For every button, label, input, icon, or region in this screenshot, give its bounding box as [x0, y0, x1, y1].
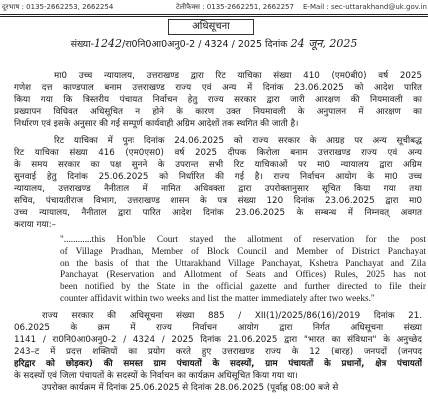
quote-line: on the basis of that the Uttarakhand Village Panchayat, Kshetra Panchayat and Zila: [60, 258, 426, 269]
text-line: प्रख्यापन विधिवत अधिसूचित न होने के कारण उक्त नियमावली के अनुपालन में आरक्षण का: [14, 107, 422, 117]
phone-number: दूरभाष : 0135-2662253, 2662254: [2, 3, 114, 11]
text-line: मा0 उच्च न्यायालय, उत्तराखण्ड द्वारा रिट याचिका संख्या 410 (एम0बी0) वर्ष 2025: [54, 71, 422, 81]
court-order-quotation: [60, 235, 426, 306]
text-line: कराया गया:–: [14, 220, 56, 230]
quote-line: Panchayat (Reservation and Allotment of Seats and Offices) Rules, 2025 has not: [60, 270, 426, 281]
reference-prefix: संख्या-: [70, 39, 95, 50]
reference-date: 24 जून, 2025: [290, 37, 358, 50]
text-line: निर्धारण एवं इसके अनुसार की गई सम्पूर्ण कार्यवाही अग्रिम आदेशों तक स्थगित की जाती है।: [14, 119, 299, 129]
notice-reference-line: [0, 36, 428, 51]
text-line: उपरोक्त कार्यक्रम में दिनांक 25.06.2025 से दिनांक 28.06.2025 (पूर्वाह्न 08:00 बजे से: [42, 383, 339, 393]
text-line: किया गया कि त्रिस्तरीय पंचायत निर्वाचन हेतु राज्य सरकार द्वारा जारी आरक्षण की नियमावली का: [14, 95, 422, 105]
text-line: 1141 / रा0नि0आ0अनु0-2 / 4324 / 2025 दिनांक 21.06.2025 द्वारा "भारत का संविधान" के अनुच्छेद: [14, 335, 422, 345]
paragraph-further-hearing: [14, 135, 422, 231]
notice-title: अधिसूचना: [168, 19, 254, 35]
text-line: 06.2025 के क्रम में राज्य निर्वाचन आयोग द्वारा निर्गत अधिसूचना संख्या: [14, 323, 422, 333]
text-line: उच्च न्यायालय, नैनीताल द्वारा पारित आदेश दिनांक 23.06.2025 के सम्बन्ध में निम्नवत् अवगत: [14, 208, 422, 218]
quote-line: been notified by the State in the official gazette and further directed to file their: [60, 282, 426, 293]
text-line: 243–ट में प्रदत्त शक्तियों का प्रयोग करते हुए उत्तराखण्ड राज्य के 12 (बारह) जनपदों (जनपद: [14, 347, 422, 357]
paragraph-election-programme: [14, 310, 422, 394]
header-rule-bottom: [0, 16, 428, 17]
text-line: गणेश दत्त काण्डपाल बनाम उत्तराखण्ड राज्य एवं अन्य में दिनांक 23.06.2025 को आदेश पारित: [14, 83, 422, 93]
reference-suffix: /रा0नि0आ0अनु0-2 / 4324 / 2025 दिनांक: [122, 39, 288, 50]
text-line: रिट याचिका में पुनः दिनांक 24.06.2025 को राज्य सरकार के आग्रह पर अन्य सूचीबद्ध: [54, 136, 422, 146]
text-line: रिट याचिका संख्या 416 (एम0एस0) वर्ष 2025 दीपक किरोला बनाम उत्तराखण्ड राज्य एवं अन्य: [14, 148, 422, 158]
letterhead-contact-strip: [0, 0, 428, 14]
text-line: सुनवाई हेतु दिनांक 25.06.2025 को निर्धारित की गई है। राज्य निर्वाचन आयोग के मा0 उच्च: [14, 172, 422, 182]
email-address: E-Mail : sec-uttarakhand@uk.gov.in: [303, 3, 427, 11]
text-line: हरिद्वार को छोड़कर) की समस्त ग्राम पंचायतों के सदस्यों, ग्राम पंचायतों के प्रधानों, क्षेत्र पंचायतों: [14, 359, 422, 369]
paragraph-high-court-stay: [14, 70, 422, 130]
quote-line: counter affidavit within two weeks and list the matter immediately after two weeks.": [60, 293, 375, 304]
header-rule-top: [0, 14, 428, 15]
fax-number: टेलीफैक्स : 0135-2662251, 2662257: [176, 3, 294, 11]
text-line: के समय सरकार का पक्ष सुनने के उपरान्त सभी रिट याचिकाओं पर मा0 न्यायालय द्वारा अग्रिम: [14, 160, 422, 170]
text-line: सचिव, पंचायतीराज विभाग, उत्तराखण्ड शासन के पत्र संख्या 120 दिनांक 23.06.2025 द्वारा मा0: [14, 196, 422, 206]
text-line: न्यायालय, उत्तराखण्ड नैनीताल में नामित अधिवक्ता द्वारा उपरोक्तानुसार सूचित किया गया तथा: [14, 184, 422, 194]
text-line: के सदस्यों एवं जिला पंचायतों के सदस्यों के निर्वाचन का कार्यक्रम अधिसूचित किया गया था।: [14, 371, 298, 381]
reference-number: 1242: [94, 37, 123, 50]
quote-line: of Village Pradhan, Member of Block Council and Member of District Panchayat: [60, 246, 426, 257]
quote-line: "............this Hon'ble Court stayed the allotment of reservation for the post: [60, 235, 426, 245]
text-line: राज्य सरकार की अधिसूचना संख्या 885 / XII(1)/2025/86(16)/2019 दिनांक 21.: [42, 311, 422, 321]
